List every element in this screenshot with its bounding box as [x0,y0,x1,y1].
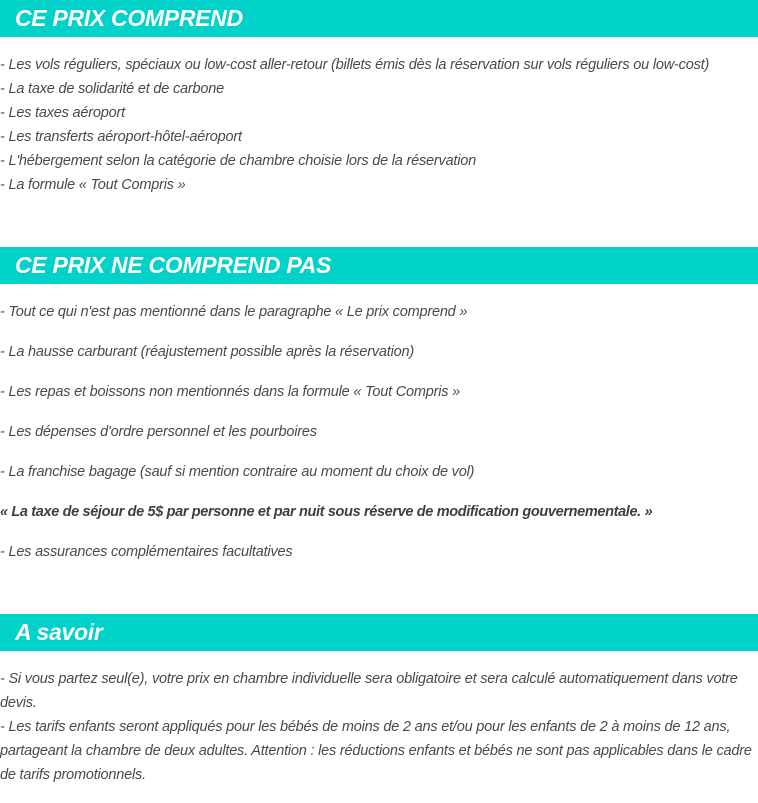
included-item: - Les taxes aéroport [0,105,125,121]
included-item: - Les transferts aéroport-hôtel-aéroport [0,129,242,145]
not-included-item: - Les assurances complémentaires facultatives [0,544,293,560]
section-header-included: CE PRIX COMPREND [0,0,758,37]
not-included-item: - Les dépenses d'ordre personnel et les pourboires [0,424,317,440]
not-included-item: - Tout ce qui n'est pas mentionné dans le paragraphe « Le prix comprend » [0,304,468,320]
included-item: - L'hébergement selon la catégorie de chambre choisie lors de la réservation [0,153,477,169]
not-included-item: - Les repas et boissons non mentionnés dans la formule « Tout Compris » [0,384,460,400]
child-rates-note: - Les tarifs enfants seront appliqués pour les bébés de moins de 2 ans et/ou pour les enfants de 2 à moins de 12 ans, partageant la chambre de deux adultes. Attention : les réductions enfants et bébés ne sont pas applicables dans le cadre de tarifs promotionnels. [0,719,752,783]
section-header-not-included: CE PRIX NE COMPREND PAS [0,247,758,284]
single-supplement-note: - Si vous partez seul(e), votre prix en chambre individuelle sera obligatoire et sera calculé automatiquement dans votre devis. [0,671,738,711]
not-included-item: - La franchise bagage (sauf si mention contraire au moment du choix de vol) [0,464,475,480]
tourist-tax-note: « La taxe de séjour de 5$ par personne et par nuit sous réserve de modification gouvernementale. » [0,504,653,520]
section-header-good-to-know: A savoir [0,614,758,651]
not-included-item: - La hausse carburant (réajustement possible après la réservation) [0,344,414,360]
included-item: - La taxe de solidarité et de carbone [0,81,224,97]
included-item: - Les vols réguliers, spéciaux ou low-cost aller-retour (billets émis dès la réservation sur vols réguliers ou low-cost) [0,57,710,73]
included-item: - La formule « Tout Compris » [0,177,186,193]
